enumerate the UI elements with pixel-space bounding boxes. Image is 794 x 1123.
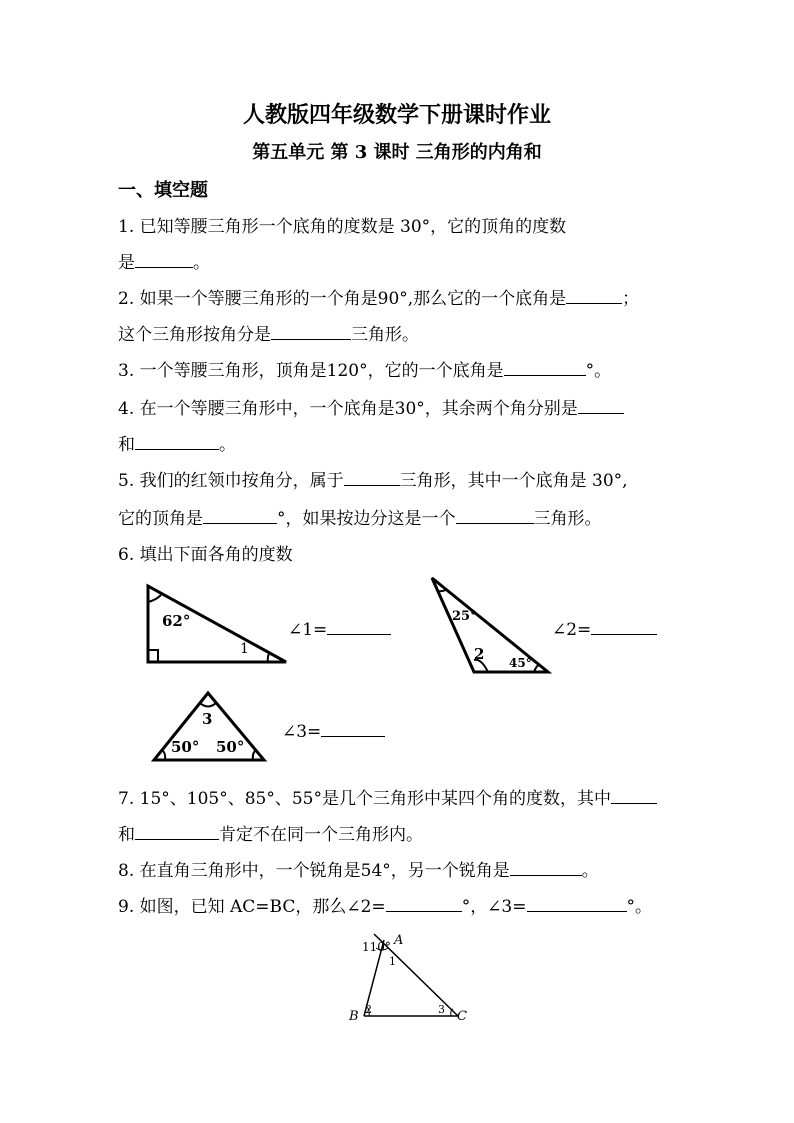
answer-blank[interactable] <box>611 787 657 804</box>
q9-angle-3: 3 <box>438 1003 445 1016</box>
q9-line: 9. 如图，已知 AC=BC，那么∠2= °，∠3= °。 <box>118 897 652 917</box>
answer-blank[interactable] <box>386 895 462 912</box>
q5-line1: 5. 我们的红领巾按角分，属于 三角形，其中一个底角是 30°, <box>118 471 628 491</box>
page-subtitle: 第五单元 第 3 课时 三角形的内角和 <box>252 142 542 163</box>
answer-blank[interactable] <box>456 507 534 524</box>
fig3-angle-3: 3 <box>202 710 213 728</box>
answer-blank[interactable] <box>344 469 400 486</box>
answer-blank[interactable] <box>135 251 193 268</box>
q2-line1: 2. 如果一个等腰三角形的一个角是90°,那么它的一个底角是 ； <box>118 289 640 309</box>
answer-blank[interactable] <box>321 720 385 737</box>
q1-line1: 1. 已知等腰三角形一个底角的度数是 30°，它的顶角的度数 <box>118 217 567 237</box>
ans1-line: ∠1= <box>288 618 391 640</box>
q7-line1: 7. 15°、105°、85°、55°是几个三角形中某四个角的度数，其中 <box>118 784 657 809</box>
q9-angle-110: 110° <box>362 940 391 954</box>
ans3-line: ∠3= <box>282 720 385 742</box>
answer-blank[interactable] <box>203 507 277 524</box>
q8-line: 8. 在直角三角形中，一个锐角是54°，另一个锐角是 。 <box>118 861 599 881</box>
page-title: 人教版四年级数学下册课时作业 <box>242 102 551 128</box>
answer-blank[interactable] <box>327 618 391 635</box>
q2-line2: 这个三角形按角分是 三角形。 <box>118 325 419 345</box>
answer-blank[interactable] <box>504 359 586 376</box>
q6-triangle-2 <box>428 574 552 674</box>
answer-blank[interactable] <box>510 859 582 876</box>
q5-line2: 它的顶角是 °，如果按边分这是一个 三角形。 <box>118 509 602 529</box>
q9-angle-1: 1 <box>389 955 396 968</box>
answer-blank[interactable] <box>135 433 219 450</box>
ans2-line: ∠2= <box>552 618 657 640</box>
answer-blank[interactable] <box>566 287 622 304</box>
answer-blank[interactable] <box>135 823 219 840</box>
q9-vertex-a: A <box>394 933 404 948</box>
q9-vertex-b: B <box>349 1009 359 1024</box>
q9-vertex-c: C <box>457 1009 467 1024</box>
q4-line1: 4. 在一个等腰三角形中，一个底角是30°，其余两个角分别是 <box>118 394 624 419</box>
q9-angle-2: 2 <box>365 1003 372 1016</box>
fig1-angle-1: 1 <box>240 641 249 657</box>
fig2-angle-45: 45° <box>509 656 532 670</box>
q7-line2: 和 肯定不在同一个三角形内。 <box>118 825 423 845</box>
fig1-angle-62: 62° <box>162 612 191 630</box>
fig2-angle-2: 2 <box>474 645 485 663</box>
q1-line2: 是 。 <box>118 253 210 273</box>
fig3-angle-50-left: 50° <box>171 738 200 756</box>
section-heading: 一、填空题 <box>118 180 208 201</box>
answer-blank[interactable] <box>271 323 351 340</box>
fig3-angle-50-right: 50° <box>216 738 245 756</box>
q6-text: 6. 填出下面各角的度数 <box>118 545 293 565</box>
q4-line2: 和 。 <box>118 435 236 455</box>
q3-line: 3. 一个等腰三角形，顶角是120°，它的一个底角是 °。 <box>118 361 612 381</box>
answer-blank[interactable] <box>578 397 624 414</box>
answer-blank[interactable] <box>591 618 657 635</box>
answer-blank[interactable] <box>527 895 627 912</box>
fig2-angle-25: 25° <box>452 609 477 624</box>
